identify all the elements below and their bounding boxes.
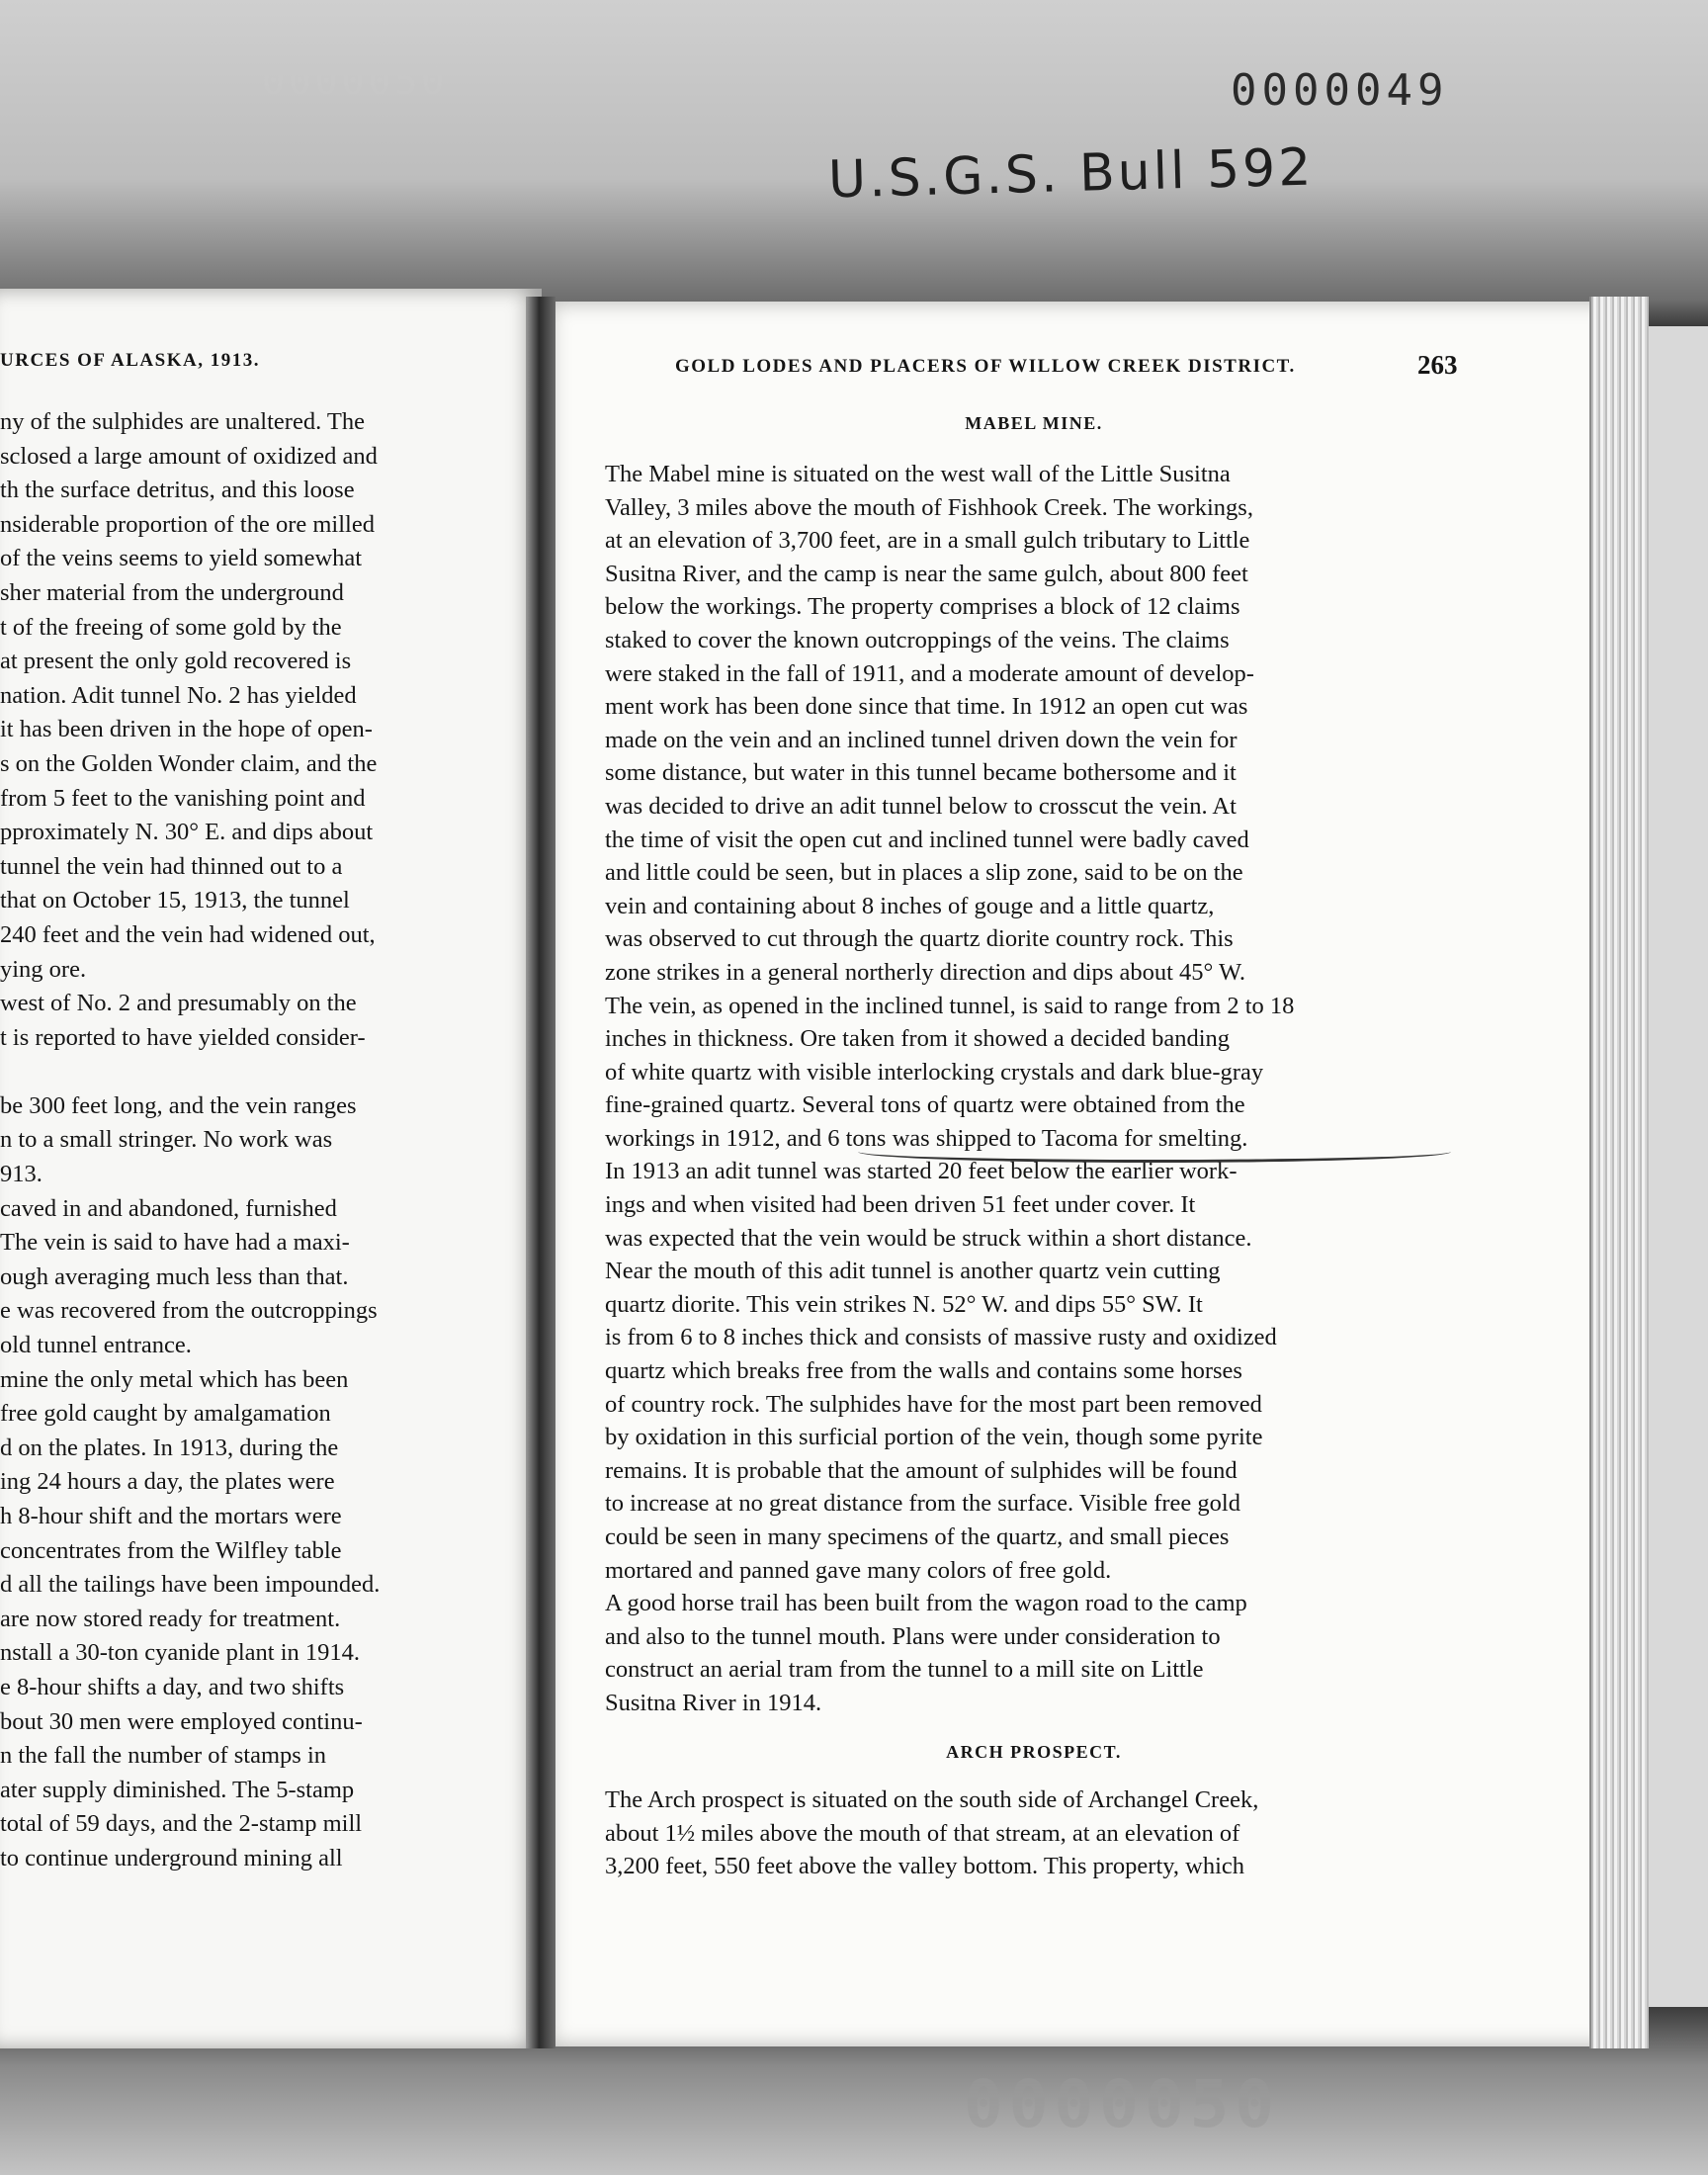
- text-line: concentrates from the Wilfley table: [0, 1536, 342, 1564]
- text-line: west of No. 2 and presumably on the: [0, 990, 357, 1017]
- text-line: old tunnel entrance.: [0, 1332, 192, 1359]
- text-line: to continue underground mining all: [0, 1844, 343, 1871]
- text-line: e was recovered from the outcroppings: [0, 1297, 378, 1325]
- text-line: A good horse trail has been built from the wagon road to the camp: [605, 1590, 1247, 1617]
- text-line: Susitna River in 1914.: [605, 1689, 822, 1716]
- text-line: construct an aerial tram from the tunnel to a mill site on Little: [605, 1656, 1204, 1684]
- text-line: of country rock. The sulphides have for the most part been removed: [605, 1390, 1262, 1418]
- text-line: free gold caught by amalgamation: [0, 1400, 331, 1428]
- text-line: Near the mouth of this adit tunnel is another quartz vein cutting: [605, 1258, 1221, 1285]
- text-line: The Arch prospect is situated on the south side of Archangel Creek,: [605, 1786, 1259, 1813]
- text-line: that on October 15, 1913, the tunnel: [0, 887, 350, 914]
- text-line: vein and containing about 8 inches of gouge and a little quartz,: [605, 892, 1215, 919]
- text-line: ater supply diminished. The 5-stamp: [0, 1776, 355, 1803]
- ghost-page-number-stamp-bottom: 0000050: [964, 2066, 1281, 2142]
- text-line: inches in thickness. Ore taken from it showed a decided banding: [605, 1025, 1231, 1053]
- text-line: be 300 feet long, and the vein ranges: [0, 1091, 357, 1119]
- text-line: and little could be seen, but in places a slip zone, said to be on the: [605, 859, 1243, 887]
- text-line: n to a small stringer. No work was: [0, 1126, 333, 1154]
- text-line: quartz diorite. This vein strikes N. 52° W. and dips 55° SW. It: [605, 1290, 1203, 1318]
- text-line: pproximately N. 30° E. and dips about: [0, 819, 374, 846]
- text-line: 3,200 feet, 550 feet above the valley bottom. This property, which: [605, 1853, 1245, 1880]
- text-line: d on the plates. In 1913, during the: [0, 1434, 339, 1461]
- text-line: total of 59 days, and the 2-stamp mill: [0, 1810, 363, 1838]
- text-line: 913.: [0, 1161, 43, 1188]
- text-line: The vein, as opened in the inclined tunnel, is said to range from 2 to 18: [605, 992, 1295, 1019]
- text-line: t of the freeing of some gold by the: [0, 613, 342, 641]
- text-line: staked to cover the known outcroppings of the veins. The claims: [605, 626, 1230, 653]
- text-line: ment work has been done since that time. In 1912 an open cut was: [605, 693, 1248, 721]
- section-heading-arch: ARCH PROSPECT.: [946, 1742, 1122, 1762]
- text-line: ough averaging much less than that.: [0, 1262, 349, 1290]
- text-line: n the fall the number of stamps in: [0, 1742, 326, 1770]
- text-line: made on the vein and an inclined tunnel driven down the vein for: [605, 726, 1238, 753]
- text-line: 240 feet and the vein had widened out,: [0, 920, 376, 948]
- text-line: h 8-hour shift and the mortars were: [0, 1503, 342, 1529]
- text-line: some distance, but water in this tunnel became bothersome and it: [605, 759, 1237, 787]
- text-line: is from 6 to 8 inches thick and consists of massive rusty and oxidized: [605, 1324, 1277, 1351]
- page-edges: [1589, 297, 1649, 2048]
- text-line: by oxidation in this surficial portion of the vein, though some pyrite: [605, 1424, 1263, 1451]
- text-line: at an elevation of 3,700 feet, are in a small gulch tributary to Little: [605, 527, 1250, 555]
- text-line: The vein is said to have had a maxi-: [0, 1229, 350, 1257]
- text-line: workings in 1912, and 6 tons was shipped to Tacoma for smelting.: [605, 1124, 1248, 1152]
- text-line: nsiderable proportion of the ore milled: [0, 510, 375, 538]
- text-line: of white quartz with visible interlocking crystals and dark blue-gray: [605, 1058, 1264, 1086]
- text-line: Susitna River, and the camp is near the same gulch, about 800 feet: [605, 560, 1248, 587]
- handwritten-citation-note: U.S.G.S. Bull 592: [827, 137, 1316, 211]
- text-line: are now stored ready for treatment.: [0, 1605, 341, 1632]
- left-page: [0, 289, 542, 2048]
- text-line: it has been driven in the hope of open-: [0, 716, 373, 743]
- text-line: bout 30 men were employed continu-: [0, 1707, 363, 1735]
- text-line: below the workings. The property comprises a block of 12 claims: [605, 593, 1240, 621]
- text-line: tunnel the vein had thinned out to a: [0, 852, 343, 880]
- text-line: could be seen in many specimens of the quartz, and small pieces: [605, 1523, 1230, 1550]
- left-running-head: URCES OF ALASKA, 1913.: [0, 350, 260, 371]
- text-line: was observed to cut through the quartz diorite country rock. This: [605, 925, 1234, 953]
- text-line: s on the Golden Wonder claim, and the: [0, 749, 378, 777]
- text-line: at present the only gold recovered is: [0, 648, 352, 675]
- text-line: sclosed a large amount of oxidized and: [0, 442, 378, 470]
- text-line: e 8-hour shifts a day, and two shifts: [0, 1673, 345, 1700]
- text-line: [0, 1055, 474, 1089]
- text-line: Valley, 3 miles above the mouth of Fishhook Creek. The workings,: [605, 493, 1253, 521]
- ghost-page-number-stamp: 0000050: [262, 59, 449, 103]
- text-line: quartz which breaks free from the walls and contains some horses: [605, 1357, 1242, 1385]
- text-line: ying ore.: [0, 955, 87, 983]
- page-folio: 263: [1417, 350, 1458, 380]
- text-line: mine the only metal which has been: [0, 1365, 349, 1393]
- text-line: The Mabel mine is situated on the west wall of the Little Susitna: [605, 461, 1231, 487]
- pencil-underline-mark: [858, 1141, 1451, 1163]
- text-line: th the surface detritus, and this loose: [0, 477, 355, 504]
- text-line: fine-grained quartz. Several tons of quartz were obtained from the: [605, 1091, 1245, 1119]
- text-line: the time of visit the open cut and inclined tunnel were badly caved: [605, 826, 1249, 853]
- arch-prospect-text: [605, 1784, 1463, 1883]
- text-line: zone strikes in a general northerly direction and dips about 45° W.: [605, 958, 1245, 986]
- text-line: sher material from the underground: [0, 578, 344, 606]
- text-line: to increase at no great distance from the surface. Visible free gold: [605, 1490, 1240, 1518]
- mabel-mine-text: [605, 458, 1463, 1720]
- text-line: In 1913 an adit tunnel was started 20 feet below the earlier work-: [605, 1158, 1238, 1185]
- text-line: was expected that the vein would be struck within a short distance.: [605, 1224, 1252, 1252]
- text-line: were staked in the fall of 1911, and a moderate amount of develop-: [605, 659, 1254, 687]
- text-line: mortared and panned gave many colors of free gold.: [605, 1556, 1112, 1584]
- text-line: ing 24 hours a day, the plates were: [0, 1468, 335, 1496]
- text-line: and also to the tunnel mouth. Plans were under consideration to: [605, 1622, 1221, 1650]
- right-running-head: GOLD LODES AND PLACERS OF WILLOW CREEK DISTRICT.: [675, 356, 1296, 377]
- left-page-text: [0, 405, 474, 1876]
- text-line: ings and when visited had been driven 51 feet under cover. It: [605, 1191, 1196, 1219]
- text-line: nation. Adit tunnel No. 2 has yielded: [0, 681, 357, 709]
- text-line: was decided to drive an adit tunnel below to crosscut the vein. At: [605, 792, 1237, 820]
- book-gutter: [526, 297, 555, 2048]
- text-line: t is reported to have yielded consider-: [0, 1023, 366, 1051]
- text-line: nstall a 30-ton cyanide plant in 1914.: [0, 1639, 361, 1667]
- page-number-stamp: 0000049: [1231, 65, 1449, 116]
- text-line: from 5 feet to the vanishing point and: [0, 784, 366, 812]
- text-line: about 1½ miles above the mouth of that stream, at an elevation of: [605, 1819, 1240, 1847]
- text-line: d all the tailings have been impounded.: [0, 1571, 381, 1599]
- text-line: remains. It is probable that the amount of sulphides will be found: [605, 1456, 1238, 1484]
- text-line: caved in and abandoned, furnished: [0, 1194, 337, 1222]
- section-heading-mabel: MABEL MINE.: [965, 413, 1103, 433]
- text-line: ny of the sulphides are unaltered. The: [0, 408, 365, 435]
- text-line: of the veins seems to yield somewhat: [0, 545, 363, 572]
